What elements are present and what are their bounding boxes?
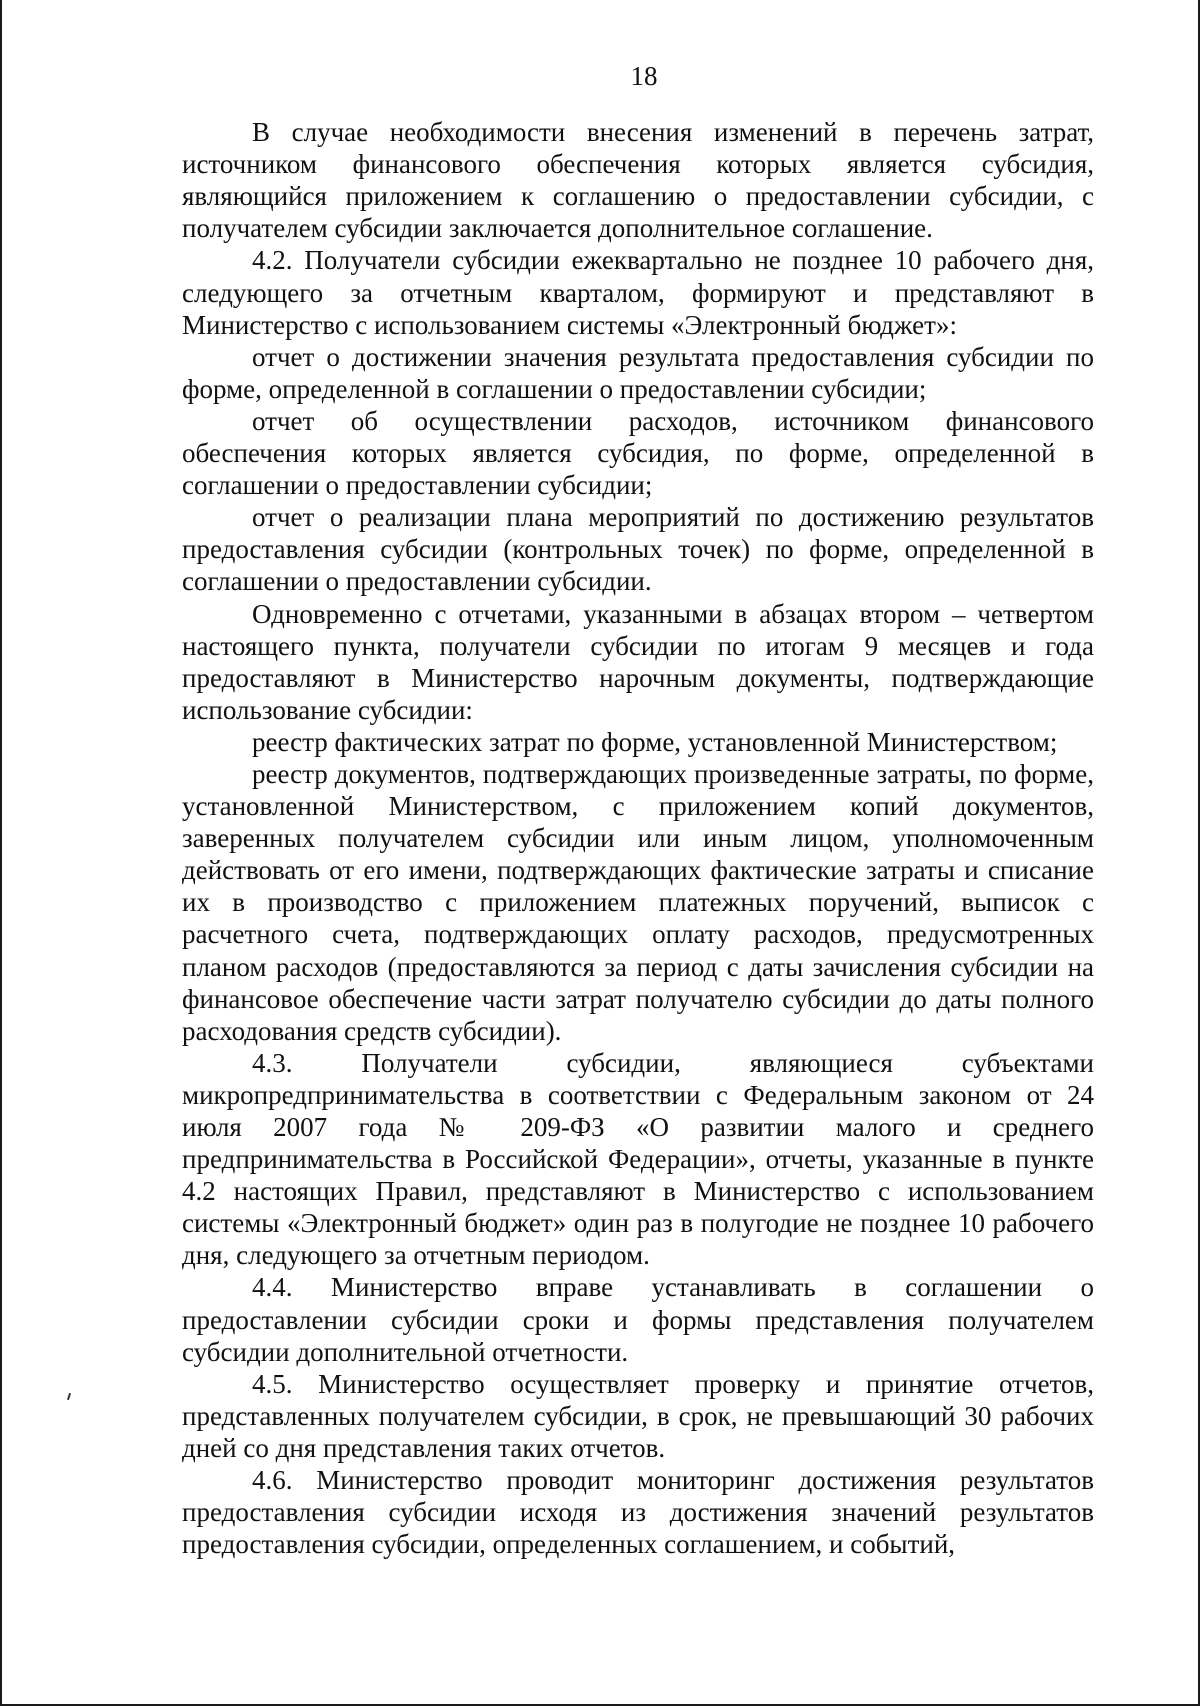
paragraph-result-report: отчет о достижении значения результата предоставления субсидии по форме, определенной в соглашении о предоставлении субсидии;	[182, 341, 1094, 404]
paragraph-4-6: 4.6. Министерство проводит мониторинг достижения результатов предоставления субсидии исходя из достижения значений результатов предоставления субсидии, определенных соглашением, и событий,	[182, 1465, 1094, 1560]
paragraph-cost-register: реестр фактических затрат по форме, установленной Министерством;	[252, 726, 1058, 757]
scan-speck	[67, 1393, 71, 1400]
document-page	[182, 60, 1094, 1560]
paragraph-4-4: 4.4. Министерство вправе устанавливать в соглашении о предоставлении субсидии сроки и формы представления получателем субсидии дополнительной отчетности.	[182, 1272, 1094, 1367]
paragraph-4-3: 4.3. Получатели субсидии, являющиеся субъектами микропредпринимательства в соответствии с Федеральным законом от 24 июля 2007 года № 209-ФЗ «О развитии малого и среднего предпринимательства в Российской Федерации», отчеты, указанные в пункте 4.2 настоящих Правил, представляют в Министерство с использованием системы «Электронный бюджет» один раз в полугодие не позднее 10 рабочего дня, следующего за отчетным периодом.	[182, 1047, 1094, 1271]
paragraph-4-5: 4.5. Министерство осуществляет проверку и принятие отчетов, представленных получателем субсидии, в срок, не превышающий 30 рабочих дней со дня представления таких отчетов.	[182, 1368, 1094, 1463]
paragraph-expense-list-changes: В случае необходимости внесения изменений в перечень затрат, источником финансового обеспечения которых является субсидия, являющийся приложением к соглашению о предоставлении субсидии, с получателем субсидии заключается дополнительное соглашение.	[182, 117, 1094, 244]
scan-border-left	[0, 0, 2, 1706]
paragraph-expense-report: отчет об осуществлении расходов, источником финансового обеспечения которых является субсидия, по форме, определенной в соглашении о предоставлении субсидии;	[182, 405, 1094, 501]
page-number: 18	[630, 61, 658, 91]
paragraph-4-2: 4.2. Получатели субсидии ежеквартально не позднее 10 рабочего дня, следующего за отчетным кварталом, формируют и представляют в Министерство с использованием системы «Электронный бюджет»:	[182, 245, 1094, 340]
paragraph-plan-report: отчет о реализации плана мероприятий по достижению результатов предоставления субсидии (контрольных точек) по форме, определенной в соглашении о предоставлении субсидии.	[182, 502, 1094, 597]
paragraph-document-register: реестр документов, подтверждающих произведенные затраты, по форме, установленной Министерством, с приложением копий документов, заверенных получателем субсидии или иным лицом, уполномоченным действовать от его имени, подтверждающих фактические затраты и списание их в производство с приложением платежных поручений, выписок с расчетного счета, подтверждающих оплату расходов, предусмотренных планом расходов (предоставляются за период с даты зачисления субсидии на финансовое обеспечение части затрат получателю субсидии до даты полного расходования средств субсидии).	[182, 758, 1094, 1046]
paragraph-supporting-documents: Одновременно с отчетами, указанными в абзацах втором – четвертом настоящего пункта, получатели субсидии по итогам 9 месяцев и года предоставляют в Министерство нарочным документы, подтверждающие использование субсидии:	[182, 598, 1094, 725]
